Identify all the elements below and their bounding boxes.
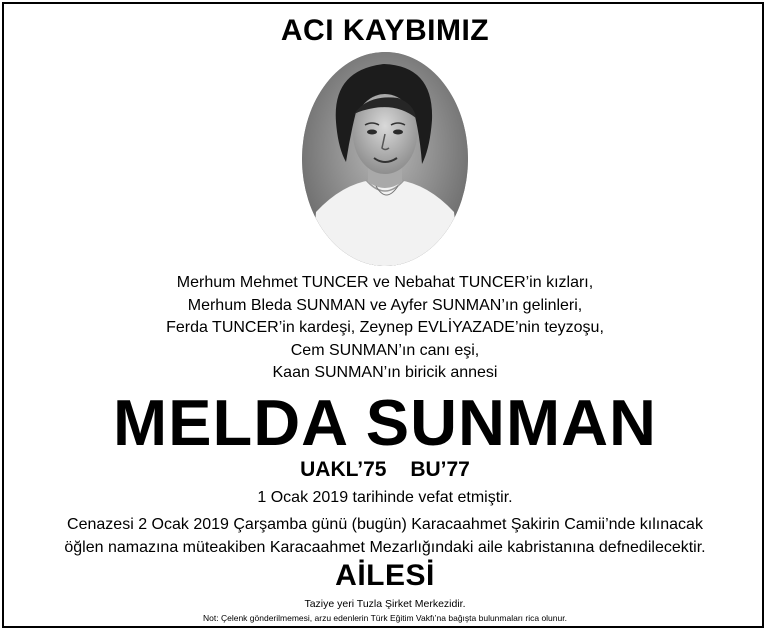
family-signature: AİLESİ [335,559,435,592]
relation-line: Merhum Bleda SUNMAN ve Ayfer SUNMAN’ın gelinleri, [187,296,583,314]
footnote: Not: Çelenk gönderilmemesi, arzu edenlerin Türk Eğitim Vakfı’na bağışta bulunmaları rica olunur. [203,613,567,623]
portrait-illustration [302,52,468,266]
funeral-details [0,513,770,559]
deceased-name: MELDA SUNMAN [113,386,657,459]
portrait-photo [302,52,468,266]
funeral-line: öğlen namazına müteakiben Karacaahmet Mezarlığındaki aile kabristanına defnedilecektir. [64,539,706,556]
school-years [0,458,770,482]
condolence-location: Taziye yeri Tuzla Şirket Merkezidir. [304,598,466,610]
school-year: UAKL’75 [300,458,387,481]
notice-title: ACI KAYBIMIZ [280,14,490,47]
relation-line: Kaan SUNMAN’ın biricik annesi [272,364,498,381]
relation-line: Merhum Mehmet TUNCER ve Nebahat TUNCER’in kızları, [176,274,594,291]
school-year: BU’77 [410,458,470,481]
death-notice: 1 Ocak 2019 tarihinde vefat etmiştir. [257,489,513,506]
family-relations [0,272,770,385]
relation-line: Cem SUNMAN’ın canı eşi, [290,341,480,359]
funeral-line: Cenazesi 2 Ocak 2019 Çarşamba günü (bugün) Karacaahmet Şakirin Camii’nde kılınacak [67,516,703,533]
relation-line: Ferda TUNCER’in kardeşi, Zeynep EVLİYAZADE’nin teyzoşu, [166,319,604,336]
